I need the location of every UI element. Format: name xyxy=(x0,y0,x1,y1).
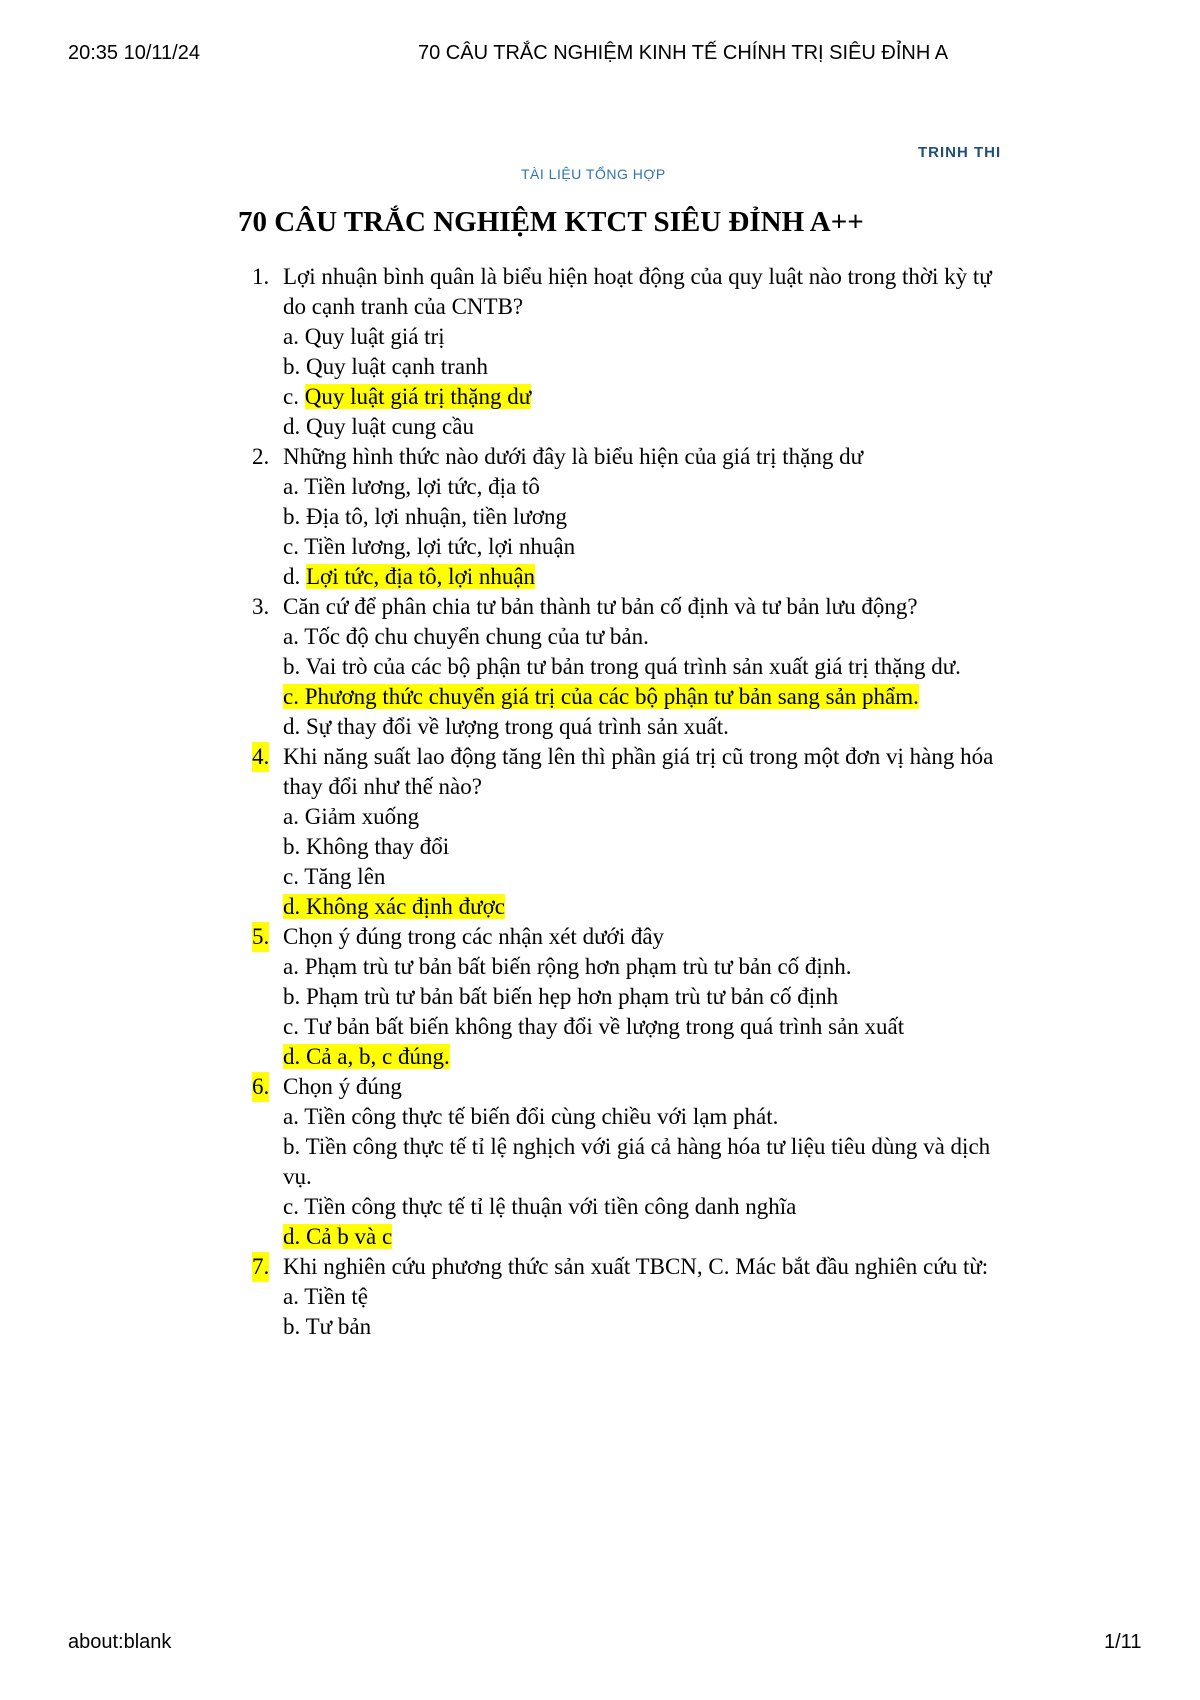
answer-option xyxy=(283,502,1004,532)
option-text: Cả a, b, c đúng. xyxy=(306,1044,450,1069)
option-prefix: a. xyxy=(283,1284,305,1309)
correct-answer-option xyxy=(283,382,1004,412)
question-item xyxy=(252,1072,1004,1252)
option-text: Tiền lương, lợi tức, địa tô xyxy=(304,474,540,499)
option-text: Phạm trù tư bản bất biến rộng hơn phạm trù tư bản cố định. xyxy=(304,954,852,979)
option-prefix: b. xyxy=(283,1314,306,1339)
answer-option xyxy=(283,1132,1004,1192)
option-text: Quy luật giá trị thặng dư xyxy=(304,384,532,409)
question-number: 6. xyxy=(252,1072,269,1102)
question-item xyxy=(252,922,1004,1072)
print-datetime: 20:35 10/11/24 xyxy=(68,42,200,64)
answer-option xyxy=(283,412,1004,442)
option-prefix: d. xyxy=(283,414,306,439)
print-url: about:blank xyxy=(68,1631,172,1653)
option-text: Sự thay đổi về lượng trong quá trình sản xuất. xyxy=(306,714,729,739)
correct-answer-option xyxy=(283,1042,1004,1072)
answer-option xyxy=(283,352,1004,382)
option-list xyxy=(283,472,1004,592)
option-prefix: b. xyxy=(283,1134,306,1159)
question-text: Khi năng suất lao động tăng lên thì phần giá trị cũ trong một đơn vị hàng hóa thay đổi như thế nào? xyxy=(283,744,994,799)
option-text: Tư bản xyxy=(305,1314,372,1339)
option-prefix: c. xyxy=(283,384,305,409)
option-prefix: c. xyxy=(283,1014,305,1039)
option-prefix: c. xyxy=(283,684,305,709)
option-list xyxy=(283,1102,1004,1252)
option-prefix: a. xyxy=(283,624,305,649)
option-text: Không xác định được xyxy=(306,894,506,919)
answer-option xyxy=(283,1282,1004,1312)
question-text: Lợi nhuận bình quân là biểu hiện hoạt động của quy luật nào trong thời kỳ tự do cạnh tranh của CNTB? xyxy=(283,264,992,319)
answer-option xyxy=(283,982,1004,1012)
option-prefix: d. xyxy=(283,714,306,739)
option-prefix: b. xyxy=(283,984,306,1009)
question-number: 3. xyxy=(252,594,270,619)
answer-option xyxy=(283,712,1004,742)
option-prefix: d. xyxy=(283,1044,306,1069)
option-prefix: a. xyxy=(283,804,305,829)
answer-option xyxy=(283,952,1004,982)
question-number: 1. xyxy=(252,264,270,289)
option-text: Phạm trù tư bản bất biến hẹp hơn phạm trù tư bản cố định xyxy=(306,984,839,1009)
answer-option xyxy=(283,1012,1004,1042)
answer-option xyxy=(283,802,1004,832)
option-prefix: c. xyxy=(283,1194,305,1219)
option-prefix: a. xyxy=(283,954,305,979)
option-list xyxy=(283,622,1004,742)
answer-option xyxy=(283,532,1004,562)
question-list xyxy=(252,262,1004,1342)
answer-option xyxy=(283,1312,1004,1342)
question-text: Những hình thức nào dưới đây là biểu hiện của giá trị thặng dư xyxy=(283,444,864,469)
option-prefix: a. xyxy=(283,324,305,349)
option-prefix: b. xyxy=(283,354,306,379)
option-text: Quy luật giá trị xyxy=(304,324,445,349)
option-prefix: a. xyxy=(283,474,305,499)
brand-author: TRINH THI xyxy=(918,144,1002,161)
answer-option xyxy=(283,622,1004,652)
question-text: Căn cứ để phân chia tư bản thành tư bản cố định và tư bản lưu động? xyxy=(283,594,918,619)
option-text: Giảm xuống xyxy=(304,804,420,829)
option-text: Quy luật cung cầu xyxy=(306,414,474,439)
question-number: 2. xyxy=(252,444,270,469)
option-list xyxy=(283,322,1004,442)
question-text: Chọn ý đúng xyxy=(283,1074,402,1099)
option-list xyxy=(283,952,1004,1072)
option-text: Vai trò của các bộ phận tư bản trong quá trình sản xuất giá trị thặng dư. xyxy=(305,654,961,679)
option-prefix: a. xyxy=(283,1104,305,1129)
answer-option xyxy=(283,472,1004,502)
question-item xyxy=(252,262,1004,442)
option-text: Tiền công thực tế tỉ lệ nghịch với giá cả hàng hóa tư liệu tiêu dùng và dịch vụ. xyxy=(283,1134,991,1189)
page-number: 1/11 xyxy=(1104,1631,1142,1653)
question-item xyxy=(252,742,1004,922)
correct-answer-option xyxy=(283,682,1004,712)
answer-option xyxy=(283,652,1004,682)
question-text: Chọn ý đúng trong các nhận xét dưới đây xyxy=(283,924,665,949)
correct-answer-option xyxy=(283,562,1004,592)
answer-option xyxy=(283,322,1004,352)
option-text: Tiền công thực tế tỉ lệ thuận với tiền công danh nghĩa xyxy=(304,1194,797,1219)
option-prefix: b. xyxy=(283,834,306,859)
option-text: Tiền công thực tế biến đổi cùng chiều với lạm phát. xyxy=(304,1104,779,1129)
print-page-title: 70 CÂU TRẮC NGHIỆM KINH TẾ CHÍNH TRỊ SIÊU ĐỈNH A xyxy=(418,42,949,64)
option-text: Cả b và c xyxy=(306,1224,393,1249)
option-prefix: d. xyxy=(283,1224,306,1249)
option-list xyxy=(283,1282,1004,1342)
option-text: Quy luật cạnh tranh xyxy=(306,354,489,379)
print-header xyxy=(0,42,1200,72)
option-prefix: d. xyxy=(283,894,306,919)
option-text: Tư bản bất biến không thay đổi về lượng trong quá trình sản xuất xyxy=(304,1014,905,1039)
question-item xyxy=(252,592,1004,742)
option-list xyxy=(283,802,1004,922)
option-text: Không thay đổi xyxy=(306,834,450,859)
print-footer xyxy=(0,1631,1200,1661)
question-number: 4. xyxy=(252,742,269,772)
option-text: Địa tô, lợi nhuận, tiền lương xyxy=(306,504,568,529)
question-text: Khi nghiên cứu phương thức sản xuất TBCN, C. Mác bắt đầu nghiên cứu từ: xyxy=(283,1254,989,1279)
option-text: Tăng lên xyxy=(304,864,386,889)
option-prefix: b. xyxy=(283,504,306,529)
option-prefix: b. xyxy=(283,654,306,679)
question-number: 7. xyxy=(252,1252,269,1282)
question-number: 5. xyxy=(252,922,269,952)
option-text: Tốc độ chu chuyển chung của tư bản. xyxy=(304,624,649,649)
option-text: Tiền lương, lợi tức, lợi nhuận xyxy=(304,534,576,559)
option-prefix: c. xyxy=(283,864,305,889)
answer-option xyxy=(283,862,1004,892)
answer-option xyxy=(283,1192,1004,1222)
option-text: Lợi tức, địa tô, lợi nhuận xyxy=(306,564,536,589)
answer-option xyxy=(283,832,1004,862)
option-prefix: c. xyxy=(283,534,305,559)
correct-answer-option xyxy=(283,892,1004,922)
document-title: 70 CÂU TRẮC NGHIỆM KTCT SIÊU ĐỈNH A++ xyxy=(238,206,864,238)
correct-answer-option xyxy=(283,1222,1004,1252)
question-item xyxy=(252,442,1004,592)
question-item xyxy=(252,1252,1004,1342)
option-prefix: d. xyxy=(283,564,306,589)
brand-label: TÀI LIỆU TỔNG HỢP xyxy=(521,166,666,182)
answer-option xyxy=(283,1102,1004,1132)
option-text: Tiền tệ xyxy=(304,1284,368,1309)
option-text: Phương thức chuyển giá trị của các bộ phận tư bản sang sản phẩm. xyxy=(304,684,919,709)
